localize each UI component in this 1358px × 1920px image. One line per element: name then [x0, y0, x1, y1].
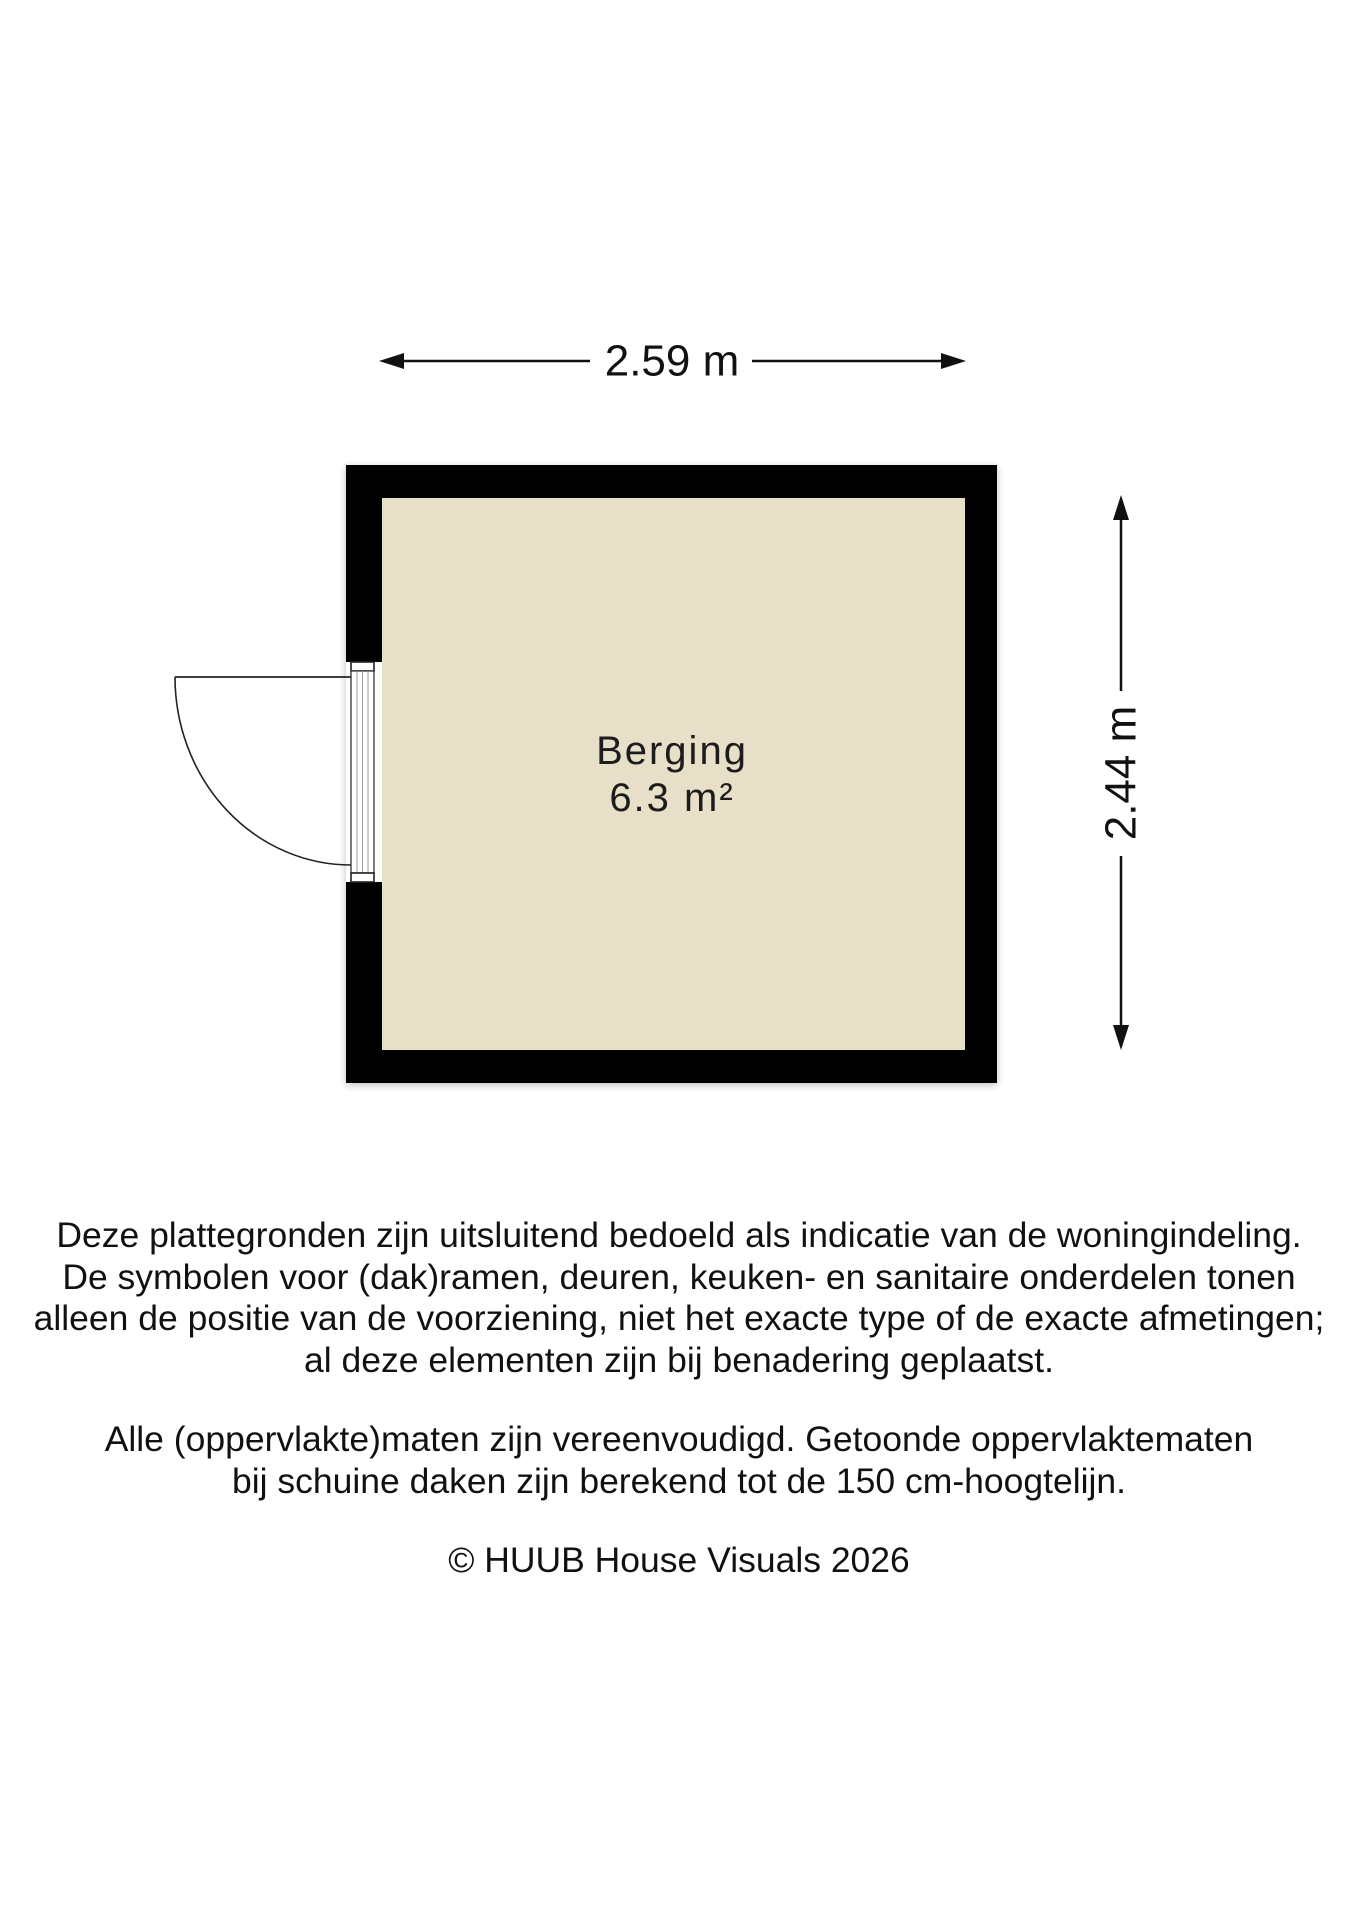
- arrowhead-left: [379, 353, 404, 369]
- disclaimer-line: Alle (oppervlakte)maten zijn vereenvoudigd. Getoonde oppervlaktematen: [104, 1419, 1254, 1459]
- disclaimer-line: De symbolen voor (dak)ramen, deuren, keuken- en sanitaire onderdelen tonen: [62, 1256, 1296, 1297]
- copyright-notice: [0, 1540, 1358, 1582]
- door-frame-bottom-cap: [351, 873, 374, 882]
- height-dimension-label: 2.44 m: [1096, 705, 1146, 841]
- room-floor: [382, 498, 965, 1050]
- room-area: 6.3 m²: [609, 776, 735, 820]
- arrowhead-right: [941, 353, 966, 369]
- arrowhead-bottom: [1113, 1025, 1129, 1050]
- disclaimer-line: bij schuine daken zijn berekend tot de 150 cm-hoogtelijn.: [232, 1460, 1126, 1501]
- width-dimension: [379, 337, 966, 386]
- disclaimer-line: al deze elementen zijn bij benadering geplaatst.: [304, 1339, 1054, 1380]
- room-name: Berging: [596, 729, 748, 773]
- disclaimer-line: Deze plattegronden zijn uitsluitend bedoeld als indicatie van de woningindeling.: [56, 1215, 1302, 1255]
- disclaimer-paragraph-1: [0, 1215, 1358, 1381]
- width-dimension-label: 2.59 m: [604, 336, 740, 386]
- copyright-text: © HUUB House Visuals 2026: [448, 1540, 910, 1580]
- door-frame-top-cap: [351, 662, 374, 671]
- disclaimer-line: alleen de positie van de voorziening, niet het exacte type of de exacte afmetingen;: [33, 1298, 1325, 1338]
- door: [175, 662, 382, 882]
- door-swing-arc: [175, 677, 351, 865]
- disclaimer-paragraph-2: [0, 1419, 1358, 1502]
- height-dimension: [1097, 495, 1146, 1050]
